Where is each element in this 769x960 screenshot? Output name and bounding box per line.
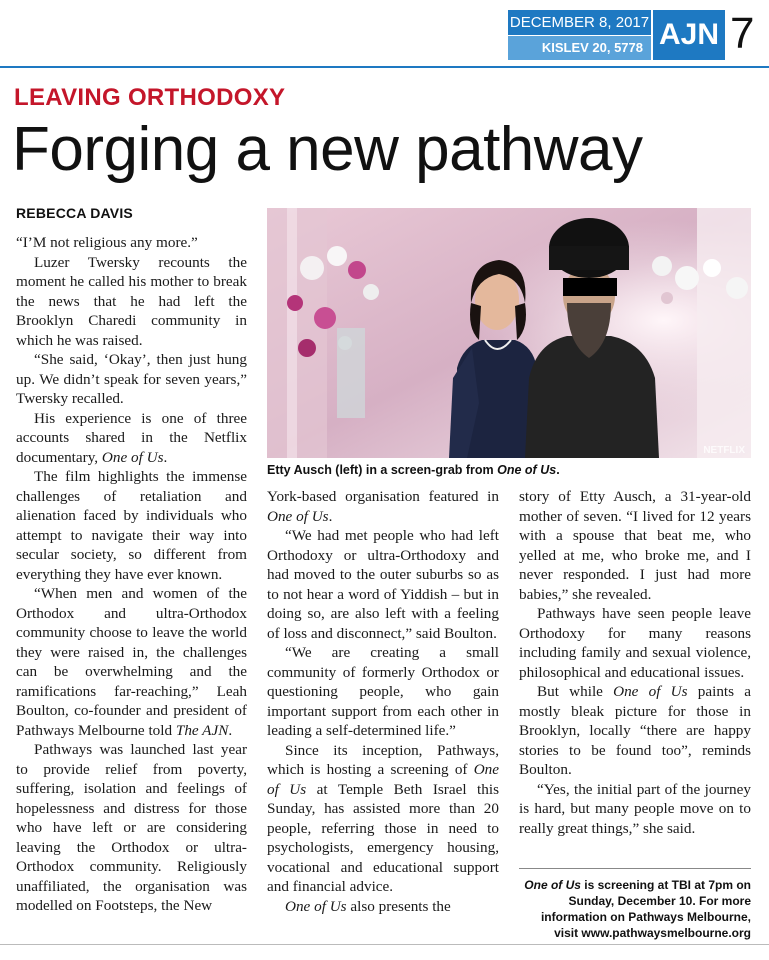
paragraph: One of Us also presents the — [285, 897, 451, 915]
article-column-3 — [519, 487, 751, 838]
paragraph: “I’M not religious any more.” — [16, 234, 198, 251]
photo-image — [267, 208, 751, 458]
paragraph: “We had met people who had left Orthodoxy or ultra-Orthodoxy and had moved to the outer suburbs so as to not hear a word of Yiddish – but in doing so, are also left with a feeling of loss and disconnect,” said Boulton. — [267, 527, 499, 642]
top-rule — [0, 66, 769, 68]
section-kicker: LEAVING ORTHODOXY — [14, 84, 286, 111]
article-column-1 — [16, 233, 247, 916]
paragraph: “When men and women of the Orthodox and ultra-Orthodox community choose to leave the world they were raised in, the challenges can be overwhelming and the ramifications far-reaching,” Leah Boulton, co-founder and president of Pathways Melbourne told The AJN. — [16, 585, 247, 739]
article-column-2 — [267, 487, 499, 916]
paragraph: Since its inception, Pathways, which is hosting a screening of One of Us at Temple Beth Israel this Sunday, has assisted more than 20 people, referring those in need to psychologists, emergency housing, vocational and educational support and financial advice. — [267, 741, 499, 895]
article-photo — [267, 208, 751, 458]
paragraph: Luzer Twersky recounts the moment he called his mother to break the news that he had left the Brooklyn Charedi community in which he was raised. — [16, 253, 247, 349]
paragraph: But while One of Us paints a mostly bleak picture for those in Brooklyn, locally “there are happy stories to be found too”, reminds Boulton. — [519, 683, 751, 778]
film-title: One of Us — [613, 683, 688, 700]
paragraph: His experience is one of three accounts shared in the Netflix documentary, One of Us. — [16, 409, 247, 466]
note-film-title: One of Us — [524, 878, 581, 892]
paragraph-continued: story of Etty Ausch, a 31-year-old mother of seven. “I lived for 12 years with a spouse that beat me, who yelled at me, who broke me, and I never responded. I just had more babies,” she revealed. — [519, 488, 751, 603]
film-title: One of Us — [267, 761, 499, 798]
publication-logo: AJN — [653, 10, 725, 60]
bottom-rule — [0, 944, 769, 945]
note-divider — [519, 868, 751, 869]
film-title: One of Us — [285, 897, 347, 915]
watermark: NETFLIX — [703, 445, 745, 456]
paragraph: “We are creating a small community of formerly Orthodox or questioning people, who gain important support from each other in leading a self-determined life.” — [267, 644, 499, 739]
paragraph: Pathways have seen people leave Orthodoxy for many reasons including family and sexual violence, philosophical and educational issues. — [519, 605, 751, 681]
paragraph: Pathways was launched last year to provide relief from poverty, suffering, isolation and feelings of hopelessness and distress for those who have left or are considering leaving the Orthodox or ultra-Orthodox community. Religiously unaffiliated, the organisation was modelled on Footsteps, the New — [16, 741, 247, 914]
byline: REBECCA DAVIS — [16, 205, 133, 221]
masthead — [508, 10, 766, 60]
date-box — [508, 10, 651, 60]
screening-note: One of Us is screening at TBI at 7pm on Sunday, December 10. For more information on Pathways Melbourne, visit www.pathwaysmelbourne.org — [524, 878, 751, 940]
caption-film-title: One of Us — [497, 463, 557, 477]
paragraph: “Yes, the initial part of the journey is hard, but many people move on to really great things,” she said. — [519, 780, 751, 837]
photo-caption: Etty Ausch (left) in a screen-grab from One of Us. — [267, 463, 560, 477]
film-title: One of Us — [267, 507, 329, 525]
publication-title: The AJN — [175, 721, 229, 739]
issue-date: DECEMBER 8, 2017 — [508, 10, 651, 35]
paragraph: The film highlights the immense challenges of retaliation and alienation faced by individuals who attempt to navigate their way into secular society, so different from everything they have ever known. — [16, 468, 247, 583]
page-number: 7 — [730, 9, 755, 58]
headline: Forging a new pathway — [12, 115, 643, 184]
paragraph-continued: York-based organisation featured in One of Us. — [267, 488, 499, 525]
film-title: One of Us — [101, 448, 164, 466]
hebrew-date: KISLEV 20, 5778 — [508, 36, 651, 60]
paragraph: “She said, ‘Okay’, then just hung up. We didn’t speak for seven years,” Twersky recalled. — [16, 351, 247, 407]
